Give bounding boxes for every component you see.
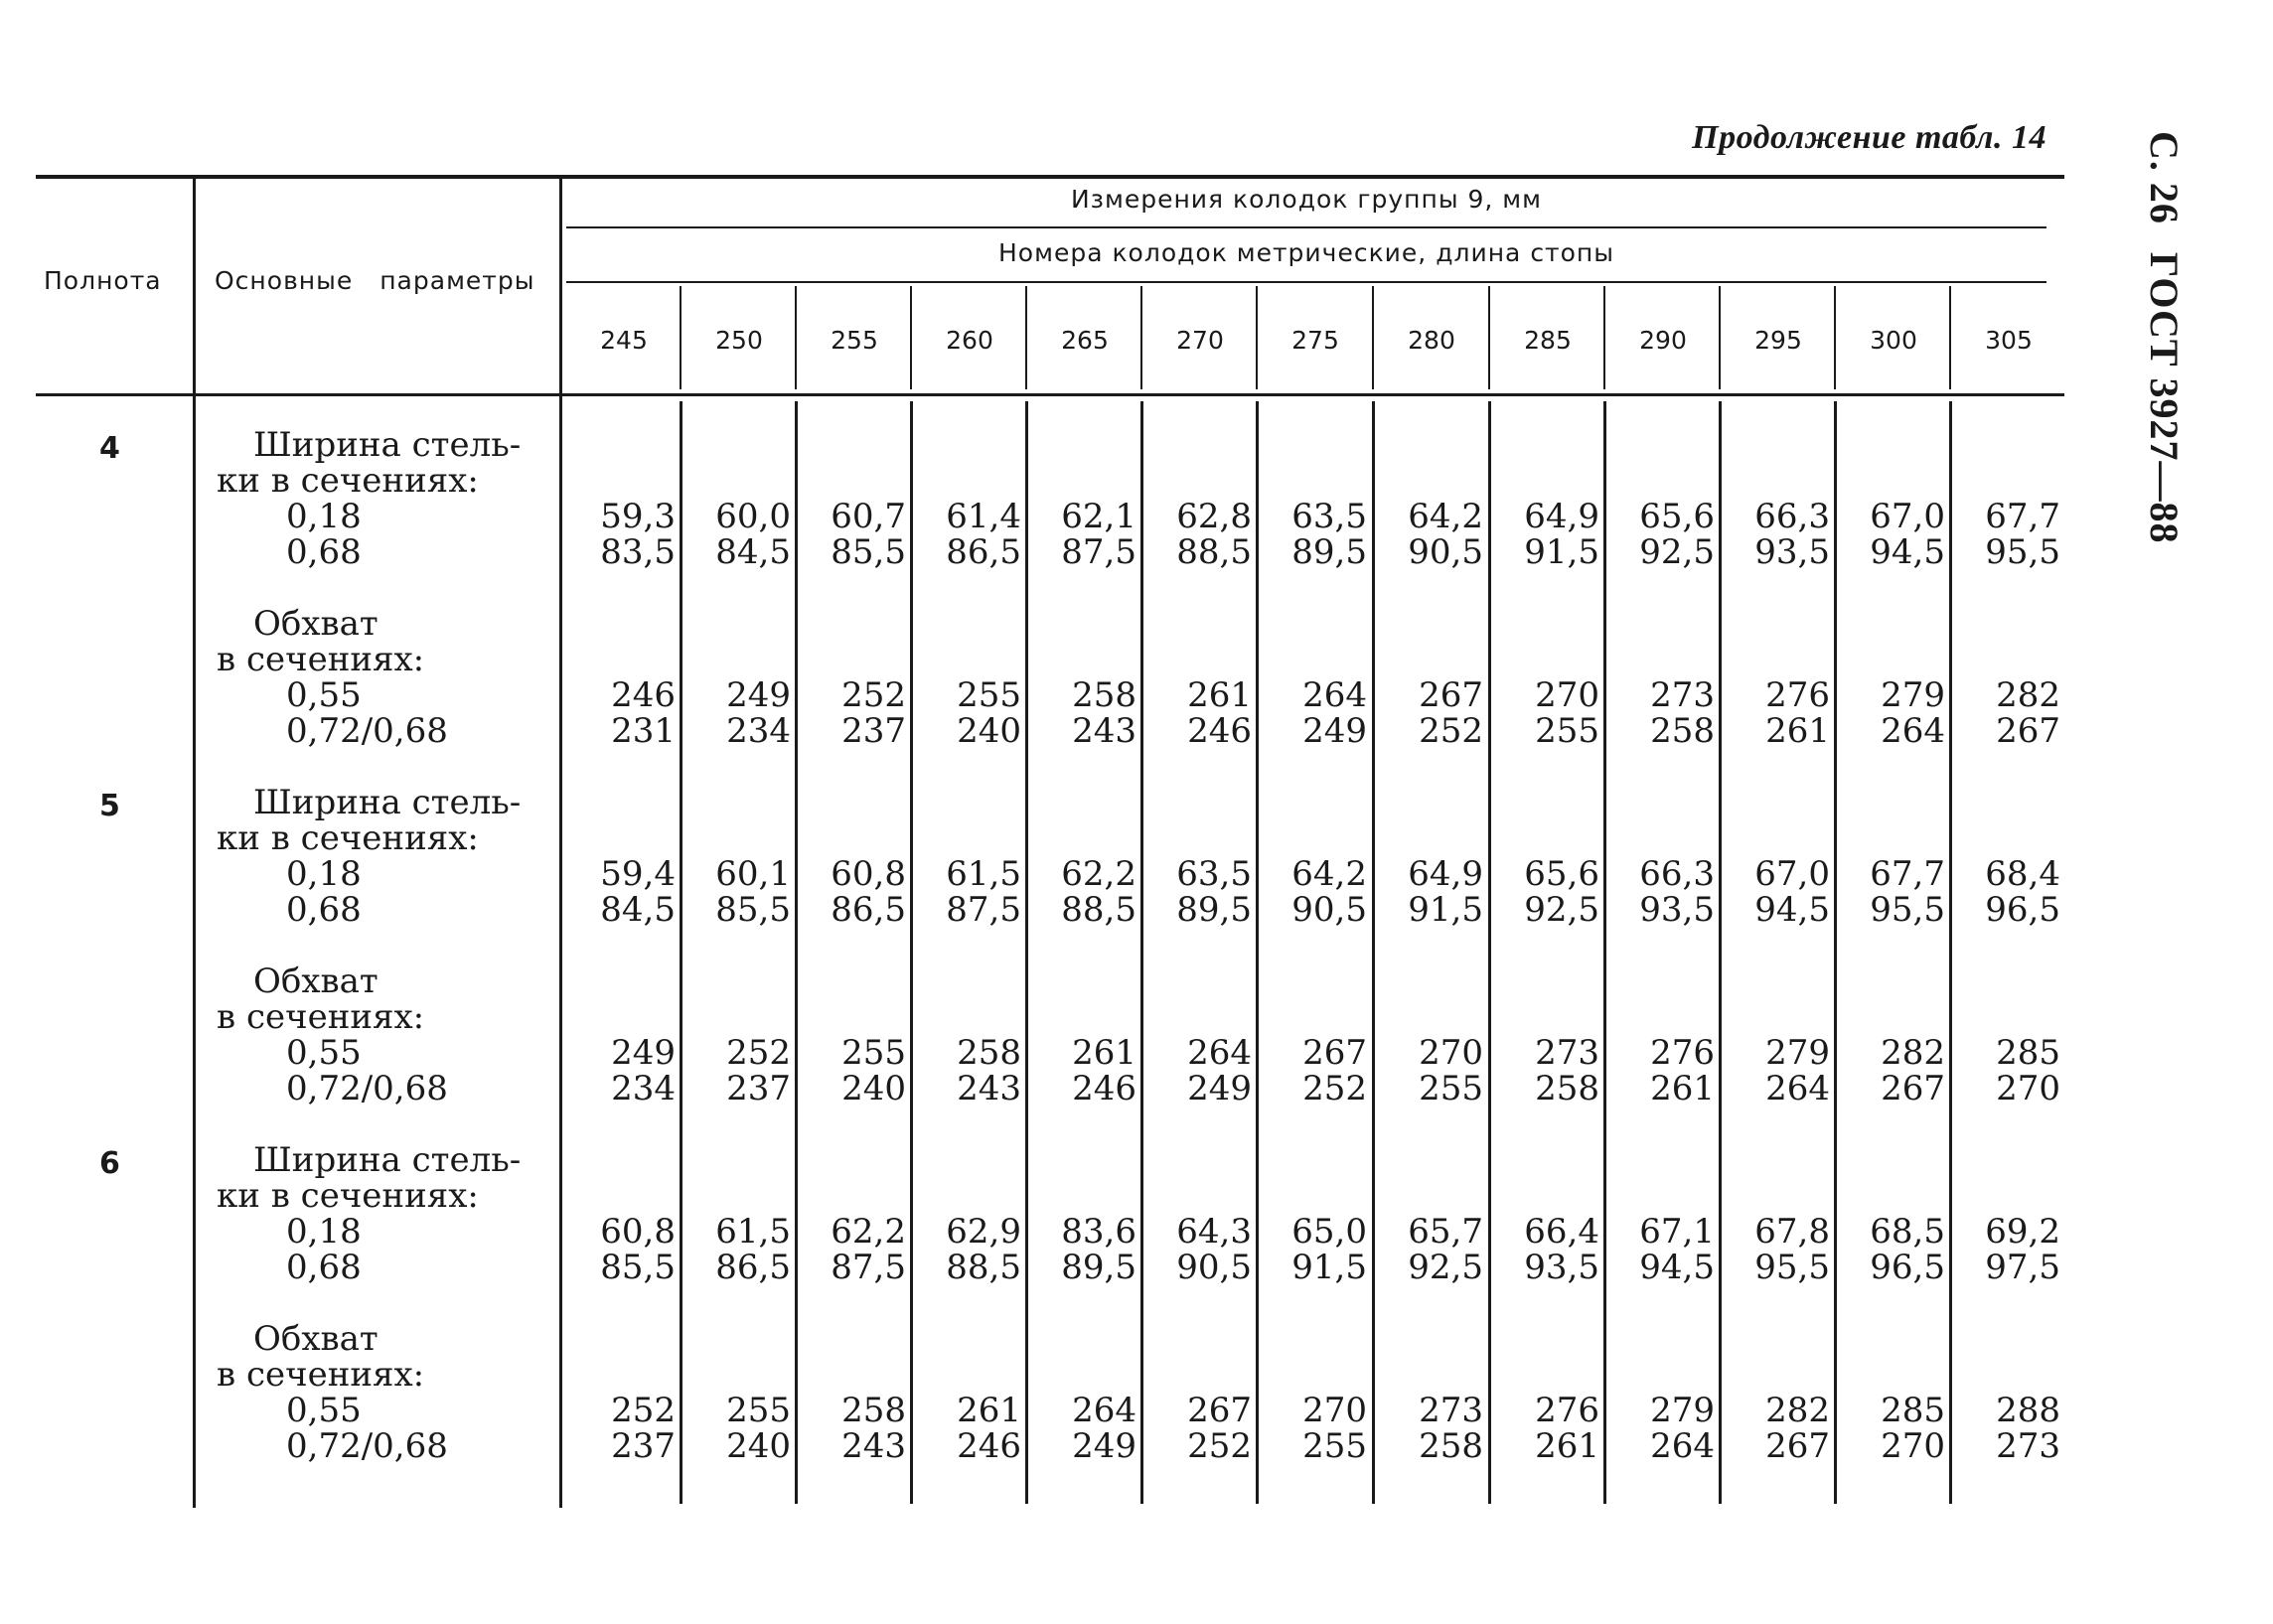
table-cell: 279 xyxy=(1881,675,1945,715)
table-cell: 90,5 xyxy=(1408,532,1483,572)
table-cell: 64,9 xyxy=(1524,497,1599,536)
col-divider-body xyxy=(1488,401,1491,1504)
table-cell: 252 xyxy=(726,1033,791,1073)
section-label: 0,18 xyxy=(286,854,362,894)
col-size-number: 265 xyxy=(1061,326,1109,355)
table-cell: 83,5 xyxy=(600,532,676,572)
table-cell: 60,8 xyxy=(831,854,906,894)
table-cell: 279 xyxy=(1765,1033,1830,1073)
table-cell: 243 xyxy=(957,1069,1021,1108)
table-cell: 264 xyxy=(1881,711,1945,751)
table-cell: 67,7 xyxy=(1870,854,1945,894)
table-cell: 276 xyxy=(1535,1391,1599,1430)
table-cell: 243 xyxy=(1072,711,1136,751)
table-cell: 282 xyxy=(1881,1033,1945,1073)
table-cell: 59,3 xyxy=(600,497,676,536)
table-cell: 66,4 xyxy=(1524,1212,1599,1252)
polnota-value: 4 xyxy=(99,431,120,466)
table-cell: 62,8 xyxy=(1176,497,1252,536)
table-cell: 87,5 xyxy=(831,1248,906,1287)
param-label: Ширина стель- xyxy=(253,783,522,822)
table-cell: 246 xyxy=(1187,711,1252,751)
table-cell: 66,3 xyxy=(1754,497,1830,536)
param-label: Ширина стель- xyxy=(253,1140,522,1180)
table-cell: 67,0 xyxy=(1754,854,1830,894)
section-label: 0,55 xyxy=(286,1391,362,1430)
col-divider-body xyxy=(1603,401,1606,1504)
table-cell: 61,5 xyxy=(715,1212,791,1252)
table-cell: 267 xyxy=(1419,675,1483,715)
table-cell: 240 xyxy=(957,711,1021,751)
col-divider-body xyxy=(795,401,798,1504)
col-divider-body xyxy=(1372,401,1375,1504)
table-cell: 255 xyxy=(1419,1069,1483,1108)
table-cell: 231 xyxy=(611,711,676,751)
table-cell: 237 xyxy=(841,711,906,751)
col-divider-body xyxy=(910,401,913,1504)
table-cell: 270 xyxy=(1996,1069,2060,1108)
table-cell: 252 xyxy=(1419,711,1483,751)
col-size-number: 285 xyxy=(1524,326,1572,355)
table-cell: 66,3 xyxy=(1639,854,1715,894)
table-cell: 264 xyxy=(1302,675,1367,715)
table-cell: 267 xyxy=(1881,1069,1945,1108)
table-cell: 246 xyxy=(957,1426,1021,1466)
table-cell: 88,5 xyxy=(1061,890,1136,930)
page-side-header xyxy=(2141,131,2188,544)
header-sizes: Номера колодок метрические, длина стопы xyxy=(997,238,1615,267)
table-cell: 267 xyxy=(1302,1033,1367,1073)
table-cell: 94,5 xyxy=(1754,890,1830,930)
col-size-number: 250 xyxy=(715,326,763,355)
table-cell: 246 xyxy=(1072,1069,1136,1108)
col-size-number: 245 xyxy=(600,326,648,355)
table-cell: 90,5 xyxy=(1291,890,1367,930)
table-cell: 240 xyxy=(841,1069,906,1108)
table-cell: 249 xyxy=(1302,711,1367,751)
table-cell: 261 xyxy=(1765,711,1830,751)
table-cell: 95,5 xyxy=(1754,1248,1830,1287)
table-cell: 243 xyxy=(841,1426,906,1466)
col-size-number: 255 xyxy=(831,326,878,355)
table-cell: 92,5 xyxy=(1524,890,1599,930)
table-cell: 237 xyxy=(611,1426,676,1466)
table-cell: 60,7 xyxy=(831,497,906,536)
table-cell: 95,5 xyxy=(1870,890,1945,930)
table-cell: 234 xyxy=(726,711,791,751)
table-cell: 85,5 xyxy=(600,1248,676,1287)
table-cell: 94,5 xyxy=(1639,1248,1715,1287)
col-size-number: 280 xyxy=(1408,326,1455,355)
section-label: 0,72/0,68 xyxy=(286,1426,448,1466)
table-cell: 86,5 xyxy=(946,532,1021,572)
table-cell: 288 xyxy=(1996,1391,2060,1430)
table-cell: 86,5 xyxy=(831,890,906,930)
header-params: Основные параметры xyxy=(215,266,535,295)
table-cell: 255 xyxy=(1302,1426,1367,1466)
table-cell: 67,1 xyxy=(1639,1212,1715,1252)
table-cell: 65,6 xyxy=(1639,497,1715,536)
table-cell: 91,5 xyxy=(1291,1248,1367,1287)
table-cell: 252 xyxy=(1302,1069,1367,1108)
table-cell: 65,0 xyxy=(1291,1212,1367,1252)
table-cell: 96,5 xyxy=(1985,890,2060,930)
section-label: 0,68 xyxy=(286,890,362,930)
table-cell: 264 xyxy=(1072,1391,1136,1430)
table-cell: 65,6 xyxy=(1524,854,1599,894)
table-cell: 86,5 xyxy=(715,1248,791,1287)
col-divider-body xyxy=(1949,401,1952,1504)
param-label: в сечениях: xyxy=(217,1355,425,1395)
section-label: 0,55 xyxy=(286,1033,362,1073)
table-cell: 94,5 xyxy=(1870,532,1945,572)
table-cell: 93,5 xyxy=(1754,532,1830,572)
table-cell: 258 xyxy=(1419,1426,1483,1466)
table-cell: 270 xyxy=(1419,1033,1483,1073)
table-cell: 282 xyxy=(1765,1391,1830,1430)
table-cell: 249 xyxy=(1072,1426,1136,1466)
table-cell: 261 xyxy=(1187,675,1252,715)
col-size-number: 305 xyxy=(1985,326,2033,355)
table-cell: 273 xyxy=(1535,1033,1599,1073)
section-label: 0,18 xyxy=(286,1212,362,1252)
table-cell: 258 xyxy=(1535,1069,1599,1108)
section-label: 0,68 xyxy=(286,532,362,572)
table-cell: 63,5 xyxy=(1291,497,1367,536)
table-cell: 249 xyxy=(726,675,791,715)
col-size-number: 275 xyxy=(1291,326,1339,355)
standard-designation: ГОСТ 3927—88 xyxy=(2142,251,2187,544)
param-label: ки в сечениях: xyxy=(217,1176,479,1216)
table-cell: 87,5 xyxy=(946,890,1021,930)
table-cell: 91,5 xyxy=(1408,890,1483,930)
param-label: Обхват xyxy=(253,961,379,1001)
table-cell: 237 xyxy=(726,1069,791,1108)
table-cell: 84,5 xyxy=(715,532,791,572)
col-divider-body xyxy=(1834,401,1837,1504)
table-cell: 261 xyxy=(1650,1069,1715,1108)
table-cell: 60,8 xyxy=(600,1212,676,1252)
table-cell: 255 xyxy=(841,1033,906,1073)
header-bottom-rule xyxy=(36,393,2064,396)
table-cell: 87,5 xyxy=(1061,532,1136,572)
table-cell: 279 xyxy=(1650,1391,1715,1430)
table-cell: 267 xyxy=(1187,1391,1252,1430)
table-cell: 234 xyxy=(611,1069,676,1108)
table-cell: 64,2 xyxy=(1291,854,1367,894)
section-label: 0,18 xyxy=(286,497,362,536)
param-label: ки в сечениях: xyxy=(217,461,479,501)
table-cell: 68,5 xyxy=(1870,1212,1945,1252)
table-cell: 255 xyxy=(957,675,1021,715)
header-measurements: Измерения колодок группы 9, мм xyxy=(1070,185,1543,214)
page-number: С. 26 xyxy=(2142,131,2187,224)
table-cell: 97,5 xyxy=(1985,1248,2060,1287)
table-cell: 252 xyxy=(611,1391,676,1430)
col-size-number: 300 xyxy=(1870,326,1917,355)
table-cell: 89,5 xyxy=(1061,1248,1136,1287)
table-cell: 61,4 xyxy=(946,497,1021,536)
polnota-value: 5 xyxy=(99,789,120,823)
table-cell: 273 xyxy=(1650,675,1715,715)
table-cell: 92,5 xyxy=(1408,1248,1483,1287)
param-label: Обхват xyxy=(253,604,379,644)
table-cell: 89,5 xyxy=(1176,890,1252,930)
table-cell: 60,1 xyxy=(715,854,791,894)
table-cell: 65,7 xyxy=(1408,1212,1483,1252)
col-divider-body xyxy=(1719,401,1722,1504)
table-cell: 69,2 xyxy=(1985,1212,2060,1252)
table-cell: 90,5 xyxy=(1176,1248,1252,1287)
table-cell: 59,4 xyxy=(600,854,676,894)
param-label: Ширина стель- xyxy=(253,425,522,465)
table-cell: 255 xyxy=(726,1391,791,1430)
col-size-number: 270 xyxy=(1176,326,1224,355)
table-cell: 270 xyxy=(1881,1426,1945,1466)
table-cell: 91,5 xyxy=(1524,532,1599,572)
table-cell: 267 xyxy=(1996,711,2060,751)
table-cell: 276 xyxy=(1765,675,1830,715)
table-cell: 282 xyxy=(1996,675,2060,715)
table-cell: 62,1 xyxy=(1061,497,1136,536)
col-divider-params xyxy=(559,177,562,1508)
col-size-number: 295 xyxy=(1754,326,1802,355)
param-label: Обхват xyxy=(253,1319,379,1359)
table-cell: 67,0 xyxy=(1870,497,1945,536)
table-cell: 60,0 xyxy=(715,497,791,536)
table-cell: 261 xyxy=(1072,1033,1136,1073)
table-caption: Продолжение табл. 14 xyxy=(1692,119,2046,156)
table-cell: 67,8 xyxy=(1754,1212,1830,1252)
param-label: в сечениях: xyxy=(217,640,425,679)
section-label: 0,55 xyxy=(286,675,362,715)
table-cell: 95,5 xyxy=(1985,532,2060,572)
table-cell: 83,6 xyxy=(1061,1212,1136,1252)
param-label: в сечениях: xyxy=(217,997,425,1037)
table-cell: 264 xyxy=(1650,1426,1715,1466)
table-cell: 64,3 xyxy=(1176,1212,1252,1252)
table-cell: 62,2 xyxy=(831,1212,906,1252)
table-cell: 249 xyxy=(1187,1069,1252,1108)
table-cell: 255 xyxy=(1535,711,1599,751)
table-cell: 93,5 xyxy=(1639,890,1715,930)
table-cell: 89,5 xyxy=(1291,532,1367,572)
table-cell: 88,5 xyxy=(946,1248,1021,1287)
table-cell: 63,5 xyxy=(1176,854,1252,894)
table-cell: 285 xyxy=(1996,1033,2060,1073)
table-cell: 93,5 xyxy=(1524,1248,1599,1287)
col-divider-body xyxy=(680,401,682,1504)
table-cell: 68,4 xyxy=(1985,854,2060,894)
table-cell: 96,5 xyxy=(1870,1248,1945,1287)
header-polnota: Полнота xyxy=(44,266,162,295)
col-size-number: 290 xyxy=(1639,326,1687,355)
param-label: ки в сечениях: xyxy=(217,818,479,858)
table-cell: 61,5 xyxy=(946,854,1021,894)
table-cell: 267 xyxy=(1765,1426,1830,1466)
table-cell: 84,5 xyxy=(600,890,676,930)
table-cell: 64,9 xyxy=(1408,854,1483,894)
table-cell: 85,5 xyxy=(715,890,791,930)
section-label: 0,68 xyxy=(286,1248,362,1287)
col-divider-body xyxy=(1256,401,1259,1504)
header-rule-2 xyxy=(566,281,2046,283)
table-cell: 264 xyxy=(1765,1069,1830,1108)
section-label: 0,72/0,68 xyxy=(286,1069,448,1108)
table-cell: 92,5 xyxy=(1639,532,1715,572)
table-cell: 240 xyxy=(726,1426,791,1466)
table-cell: 64,2 xyxy=(1408,497,1483,536)
table-top-rule xyxy=(36,175,2064,179)
table-cell: 270 xyxy=(1535,675,1599,715)
table-cell: 270 xyxy=(1302,1391,1367,1430)
table-cell: 258 xyxy=(957,1033,1021,1073)
table-cell: 273 xyxy=(1996,1426,2060,1466)
header-rule-1 xyxy=(566,226,2046,228)
table-cell: 88,5 xyxy=(1176,532,1252,572)
table-cell: 246 xyxy=(611,675,676,715)
table-cell: 62,2 xyxy=(1061,854,1136,894)
col-divider-body xyxy=(1025,401,1028,1504)
table-cell: 258 xyxy=(1072,675,1136,715)
table-cell: 249 xyxy=(611,1033,676,1073)
table-cell: 252 xyxy=(1187,1426,1252,1466)
col-divider-polnota xyxy=(193,177,196,1508)
table-cell: 285 xyxy=(1881,1391,1945,1430)
table-cell: 85,5 xyxy=(831,532,906,572)
table-cell: 276 xyxy=(1650,1033,1715,1073)
table-cell: 258 xyxy=(841,1391,906,1430)
table-cell: 261 xyxy=(957,1391,1021,1430)
col-divider-body xyxy=(1140,401,1143,1504)
section-label: 0,72/0,68 xyxy=(286,711,448,751)
table-cell: 261 xyxy=(1535,1426,1599,1466)
table-cell: 62,9 xyxy=(946,1212,1021,1252)
table-cell: 252 xyxy=(841,675,906,715)
table-cell: 67,7 xyxy=(1985,497,2060,536)
table-cell: 273 xyxy=(1419,1391,1483,1430)
col-size-number: 260 xyxy=(946,326,993,355)
table-cell: 258 xyxy=(1650,711,1715,751)
table-cell: 264 xyxy=(1187,1033,1252,1073)
polnota-value: 6 xyxy=(99,1146,120,1181)
